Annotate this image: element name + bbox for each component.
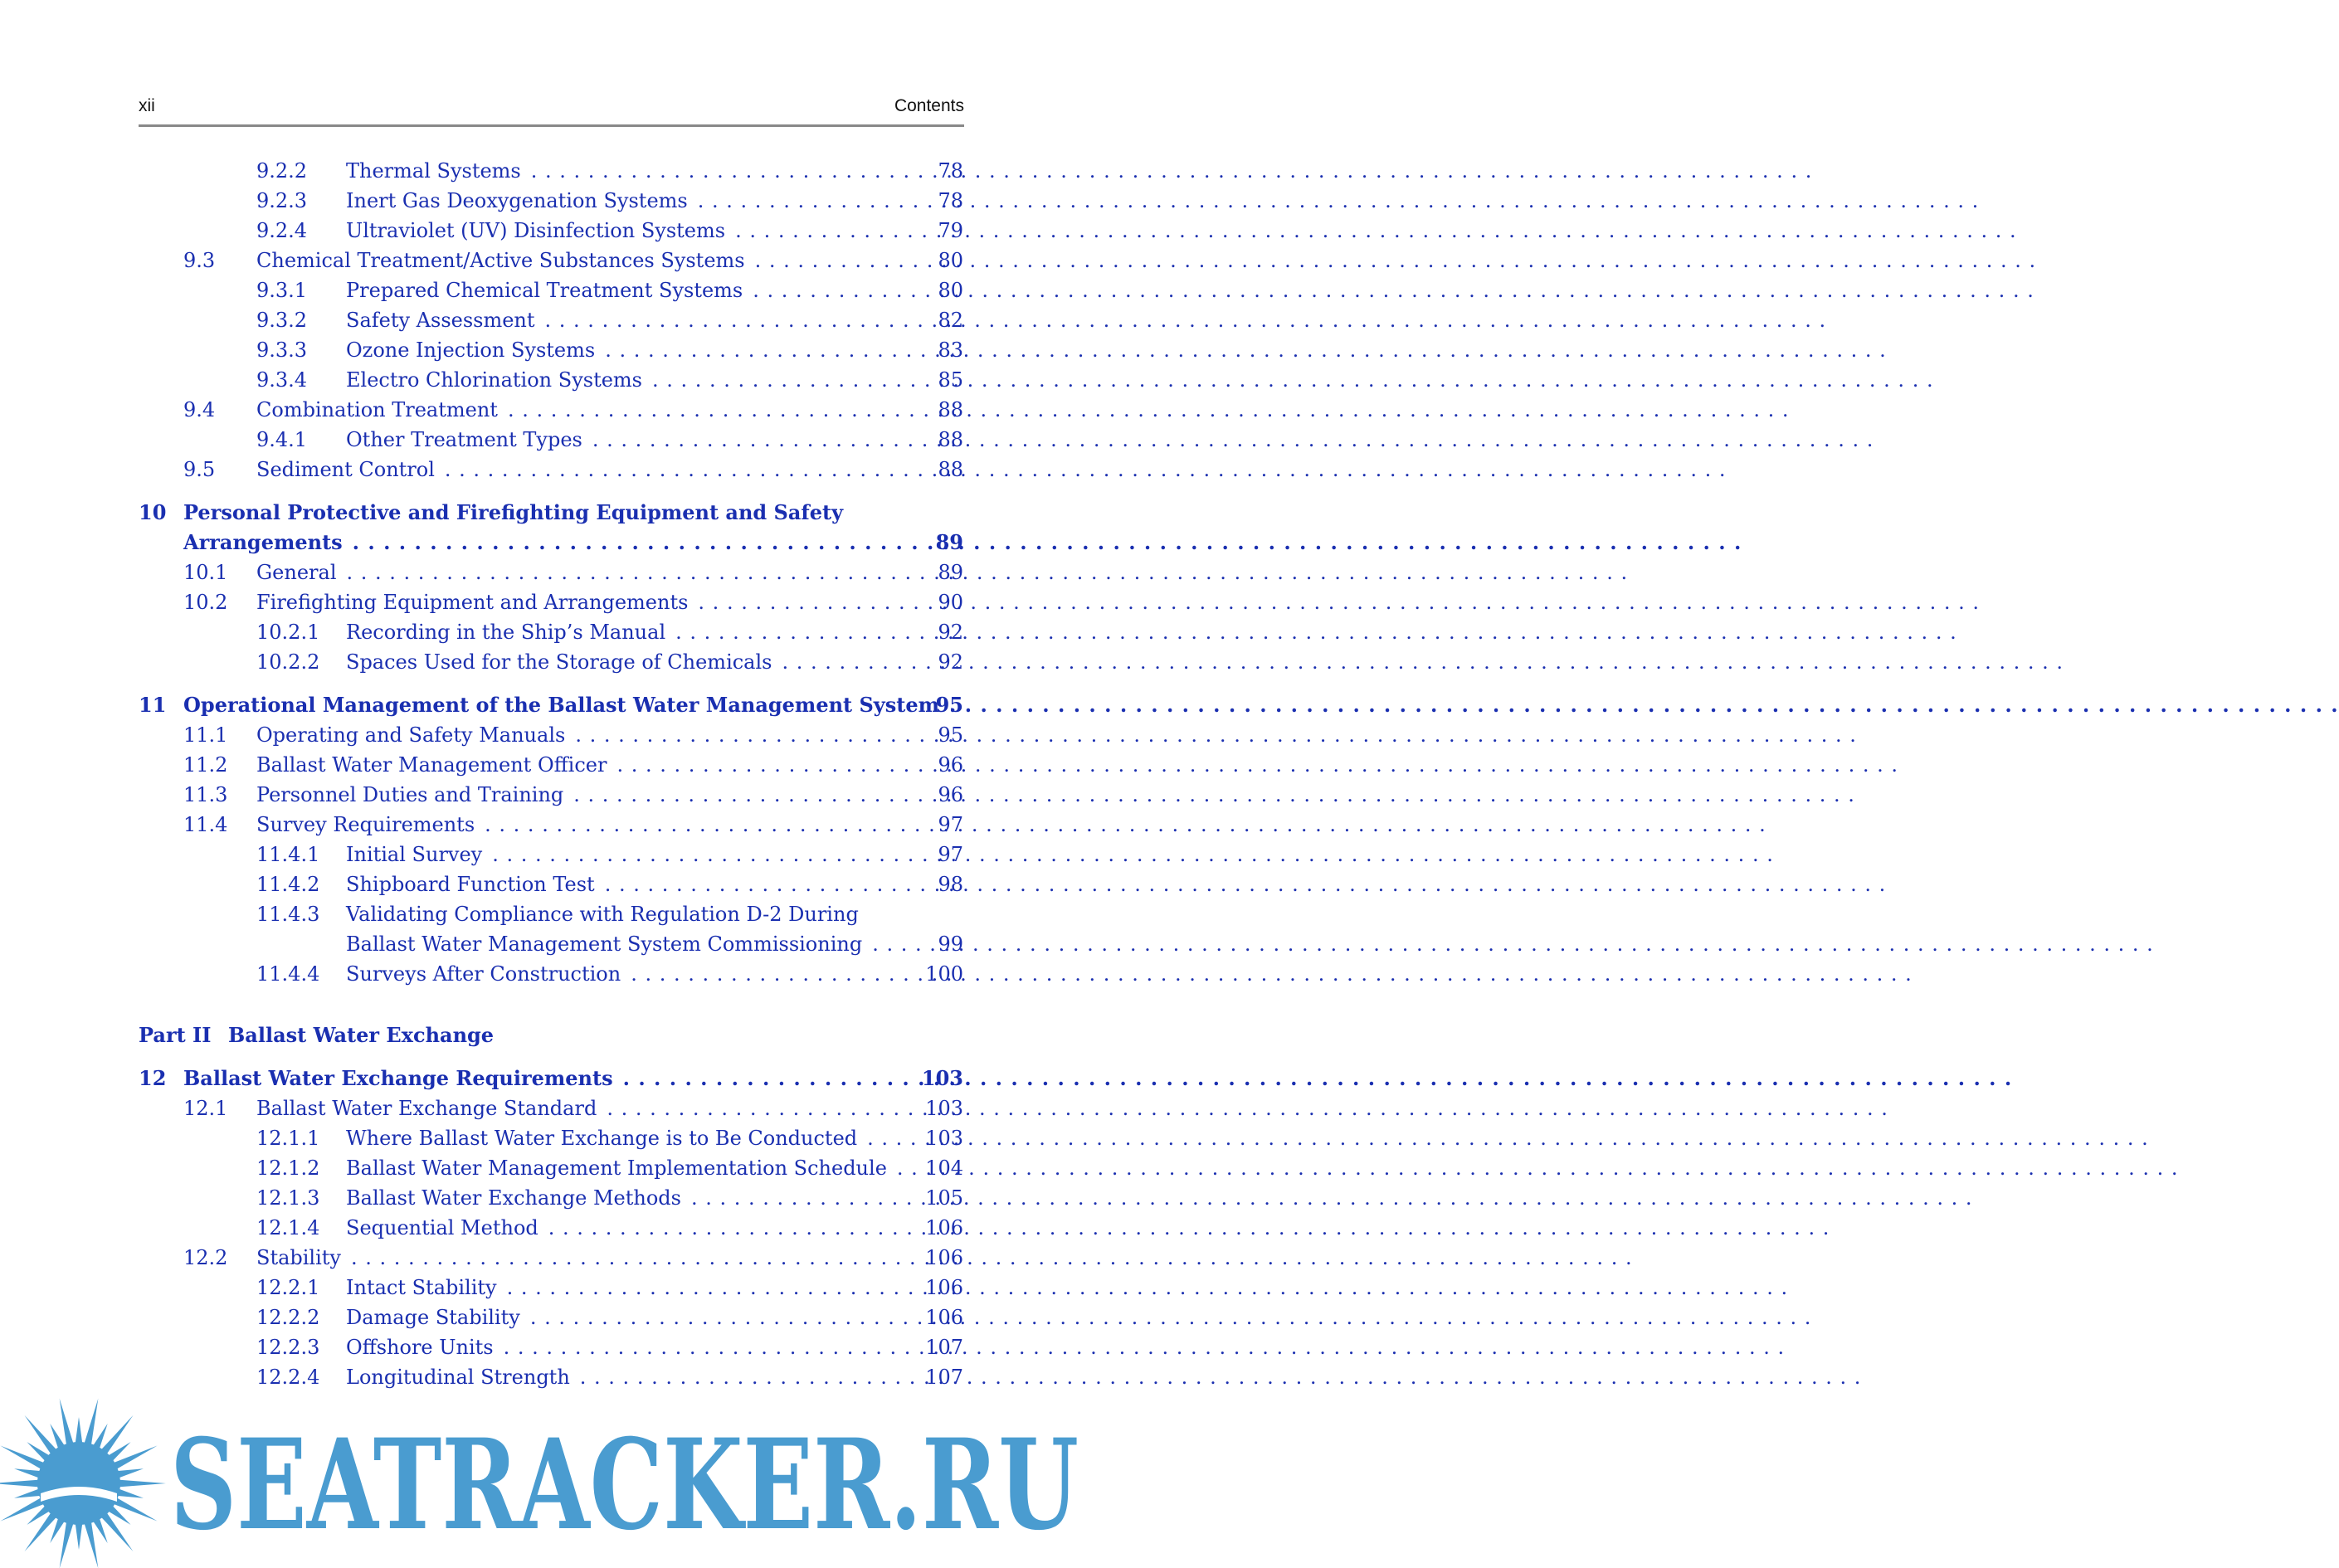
toc-entry-title: Ozone Injection Systems . . . — [346, 335, 904, 365]
toc-entry-title: Longitudinal Strength . . . — [346, 1362, 904, 1392]
toc-entry-title: Stability . . . — [256, 1243, 904, 1273]
toc-entry-number: 12.1 — [183, 1097, 228, 1120]
toc-entry-title: Ballast Water Exchange Standard . . . — [256, 1093, 904, 1123]
toc-entry-title: Recording in the Ship’s Manual . . . — [346, 617, 904, 647]
toc-chapter-entry[interactable] — [0, 528, 1098, 558]
sun-ray — [60, 1522, 74, 1568]
watermark-text: SEATRACKER.RU — [170, 1412, 1079, 1558]
toc-page-number: 99 — [938, 933, 963, 956]
toc-subsection-entry[interactable] — [0, 840, 1098, 869]
toc-page-number: 106 — [925, 1306, 963, 1329]
toc-entry-title: Arrangements . . . — [183, 528, 904, 558]
toc-entry-number: 12.2.2 — [256, 1306, 320, 1329]
watermark — [0, 1402, 1098, 1568]
toc-part-heading[interactable] — [0, 1020, 1098, 1050]
header-title: Contents — [894, 96, 964, 115]
toc-page-number: 79 — [938, 219, 963, 242]
toc-subsection-entry[interactable] — [0, 1153, 1098, 1183]
toc-page-number: 95 — [935, 693, 963, 717]
toc-entry-title: Other Treatment Types . . . — [346, 425, 904, 455]
toc-subsection-entry[interactable] — [0, 1213, 1098, 1243]
toc-entry-number: 9.3.2 — [256, 309, 308, 332]
toc-entry-title: Shipboard Function Test . . . — [346, 869, 904, 899]
toc-entry-number: 11.1 — [183, 723, 228, 747]
toc-page-number: 88 — [938, 398, 963, 421]
toc-entry-number: 12.2.3 — [256, 1336, 320, 1359]
toc-entry-number: 11.4.3 — [256, 903, 320, 926]
sun-ray — [25, 1512, 57, 1551]
sun-ray — [25, 1415, 57, 1454]
book-page — [0, 0, 1098, 1568]
toc-subsection-entry[interactable] — [0, 335, 1098, 365]
toc-entry-title: General . . . — [256, 558, 904, 587]
toc-entry-number: 11.4.4 — [256, 962, 320, 986]
toc-page-number: 80 — [938, 279, 963, 302]
toc-entry-number: 9.5 — [183, 458, 216, 481]
toc-subsection-entry[interactable] — [0, 1362, 1098, 1392]
toc-page-number: 103 — [925, 1097, 963, 1120]
sun-logo-icon — [0, 1399, 166, 1568]
toc-entry-title: Ultraviolet (UV) Disinfection Systems . . . — [346, 216, 904, 246]
toc-entry-title: Chemical Treatment/Active Substances Systems . . . — [256, 246, 904, 275]
toc-section-entry[interactable] — [0, 455, 1098, 485]
toc-subsection-entry[interactable] — [0, 156, 1098, 186]
toc-subsection-entry[interactable] — [0, 899, 1098, 929]
toc-subsection-entry[interactable] — [0, 959, 1098, 989]
toc-chapter-entry[interactable] — [0, 690, 1098, 720]
toc-page-number: 104 — [925, 1157, 963, 1180]
toc-page-number: 106 — [925, 1216, 963, 1239]
toc-entry-title: Thermal Systems . . . — [346, 156, 904, 186]
toc-section-entry[interactable] — [0, 780, 1098, 810]
sun-ray — [14, 1488, 41, 1497]
sun-ray — [0, 1480, 39, 1488]
toc-entry-title: Survey Requirements . . . — [256, 810, 904, 840]
toc-page-number: 95 — [938, 723, 963, 747]
toc-page-number: 90 — [938, 591, 963, 614]
toc-entry-number: 11.4.2 — [256, 873, 320, 896]
sun-ray — [119, 1480, 166, 1488]
toc-entry-title: Ballast Water Exchange Methods . . . — [346, 1183, 904, 1213]
toc-entry-title: Ballast Water Exchange Requirements . . . — [183, 1064, 904, 1093]
toc-chapter-entry[interactable] — [0, 1064, 1098, 1093]
toc-page-number: 96 — [938, 783, 963, 806]
toc-section-entry[interactable] — [0, 246, 1098, 275]
toc-entry-number: 10.2.2 — [256, 650, 320, 674]
toc-section-entry[interactable] — [0, 810, 1098, 840]
sun-ray — [117, 1468, 144, 1478]
toc-page-number: 89 — [938, 561, 963, 584]
toc-page-number: 92 — [938, 621, 963, 644]
toc-entry-number: 9.3 — [183, 249, 216, 272]
toc-entry-title: Where Ballast Water Exchange is to Be Conducted . . . — [346, 1123, 904, 1153]
toc-entry-title: Prepared Chemical Treatment Systems . . . — [346, 275, 904, 305]
toc-entry-number: 11.2 — [183, 753, 228, 777]
toc-subsection-entry[interactable] — [0, 186, 1098, 216]
toc-page-number: 80 — [938, 249, 963, 272]
toc-page-number: 78 — [938, 159, 963, 183]
toc-page-number: 89 — [935, 530, 963, 554]
toc-entry-number: 9.2.3 — [256, 189, 308, 212]
toc-section-entry[interactable] — [0, 1093, 1098, 1123]
toc-entry-title: Firefighting Equipment and Arrangements . . . — [256, 587, 904, 617]
part-label: Part II — [139, 1023, 212, 1047]
part-title: Ballast Water Exchange — [228, 1023, 495, 1047]
sun-disc — [37, 1442, 120, 1525]
toc-subsection-entry[interactable] — [0, 1123, 1098, 1153]
toc-subsection-entry[interactable] — [0, 425, 1098, 455]
toc-entry-number: 12.2.1 — [256, 1276, 320, 1299]
toc-page-number: 100 — [925, 962, 963, 986]
toc-page-number: 82 — [938, 309, 963, 332]
toc-entry-number: 9.2.4 — [256, 219, 308, 242]
sun-ray — [76, 1523, 83, 1550]
toc-entry-title: Damage Stability . . . — [346, 1303, 904, 1332]
toc-entry-number: 9.3.1 — [256, 279, 308, 302]
toc-entry-title: Ballast Water Management Implementation Schedule . . . — [346, 1153, 904, 1183]
toc-section-entry[interactable] — [0, 750, 1098, 780]
toc-entry-number: 11.4.1 — [256, 843, 320, 866]
toc-subsection-entry[interactable] — [0, 305, 1098, 335]
toc-page-number: 78 — [938, 189, 963, 212]
toc-entry-number: 11.4 — [183, 813, 228, 836]
toc-page-number: 107 — [925, 1336, 963, 1359]
toc-entry-number: 11.3 — [183, 783, 228, 806]
toc-entry-title: Initial Survey . . . — [346, 840, 904, 869]
header-page-number: xii — [139, 96, 155, 115]
toc-entry-number: 11 — [139, 693, 167, 717]
toc-page-number: 103 — [921, 1066, 963, 1090]
toc-page-number: 92 — [938, 650, 963, 674]
toc-chapter-entry[interactable] — [0, 498, 1098, 528]
toc-entry-title: Personnel Duties and Training . . . — [256, 780, 904, 810]
toc-page-number: 97 — [938, 813, 963, 836]
toc-entry-number: 9.4 — [183, 398, 216, 421]
toc-page-number: 83 — [938, 338, 963, 362]
toc-page-number: 98 — [938, 873, 963, 896]
header-divider — [139, 124, 964, 127]
toc-page-number: 105 — [925, 1186, 963, 1210]
toc-entry-title: Offshore Units . . . — [346, 1332, 904, 1362]
toc-section-entry[interactable] — [0, 395, 1098, 425]
toc-entry-number: 10.2.1 — [256, 621, 320, 644]
toc-entry-number: 12.2.4 — [256, 1366, 320, 1389]
toc-entry-title: Ballast Water Management Officer . . . — [256, 750, 904, 780]
toc-subsection-entry[interactable] — [0, 1273, 1098, 1303]
toc-section-entry[interactable] — [0, 1243, 1098, 1273]
toc-entry-number: 9.3.3 — [256, 338, 308, 362]
toc-entry-number: 9.2.2 — [256, 159, 308, 183]
toc-entry-title: Sediment Control . . . — [256, 455, 904, 485]
toc-subsection-entry[interactable] — [0, 1332, 1098, 1362]
toc-entry-title: Combination Treatment . . . — [256, 395, 904, 425]
toc-subsection-entry[interactable] — [0, 1183, 1098, 1213]
toc-entry-title: Validating Compliance with Regulation D-2 During — [346, 903, 859, 926]
toc-entry-title: Personal Protective and Firefighting Equipment and Safety — [183, 500, 844, 524]
sun-ray — [117, 1488, 144, 1497]
toc-entry-title: Safety Assessment . . . — [346, 305, 904, 335]
toc-subsection-entry[interactable] — [0, 617, 1098, 647]
toc-page-number: 103 — [925, 1127, 963, 1150]
toc-entry-number: 12.1.2 — [256, 1157, 320, 1180]
toc-entry-title: Ballast Water Management System Commissioning . . . — [346, 929, 904, 959]
toc-page-number: 97 — [938, 843, 963, 866]
toc-section-entry[interactable] — [0, 587, 1098, 617]
toc-entry-title: Spaces Used for the Storage of Chemicals . . . — [346, 647, 904, 677]
sun-ray — [100, 1415, 133, 1454]
sun-ray — [60, 1399, 74, 1446]
toc-page-number: 88 — [938, 428, 963, 451]
toc-subsection-entry[interactable] — [0, 869, 1098, 899]
toc-entry-title: Sequential Method . . . — [346, 1213, 904, 1243]
toc-entry-number: 12.1.1 — [256, 1127, 320, 1150]
toc-subsection-entry[interactable] — [0, 275, 1098, 305]
sun-ray — [84, 1399, 98, 1446]
toc-page-number: 107 — [925, 1366, 963, 1389]
toc-section-entry[interactable] — [0, 558, 1098, 587]
sun-ray — [84, 1522, 98, 1568]
toc-entry-number: 10.1 — [183, 561, 228, 584]
toc-page-number: 88 — [938, 458, 963, 481]
toc-entry-title: Electro Chlorination Systems . . . — [346, 365, 904, 395]
toc-entry-number: 9.4.1 — [256, 428, 308, 451]
toc-entry-title: Intact Stability . . . — [346, 1273, 904, 1303]
toc-section-entry[interactable] — [0, 720, 1098, 750]
toc-entry-title: Surveys After Construction . . . — [346, 959, 904, 989]
toc-entry-title: Operating and Safety Manuals . . . — [256, 720, 904, 750]
toc-subsection-entry[interactable] — [0, 929, 1098, 959]
toc-entry-number: 12 — [139, 1066, 167, 1090]
toc-entry-number: 10 — [139, 500, 167, 524]
toc-entry-number: 9.3.4 — [256, 368, 308, 392]
toc-subsection-entry[interactable] — [0, 1303, 1098, 1332]
toc-page-number: 85 — [938, 368, 963, 392]
toc-entry-number: 10.2 — [183, 591, 228, 614]
toc-subsection-entry[interactable] — [0, 216, 1098, 246]
toc-page-number: 96 — [938, 753, 963, 777]
toc-page-number: 106 — [925, 1276, 963, 1299]
toc-entry-number: 12.1.3 — [256, 1186, 320, 1210]
toc-subsection-entry[interactable] — [0, 365, 1098, 395]
sun-ray — [76, 1417, 83, 1444]
toc-subsection-entry[interactable] — [0, 647, 1098, 677]
toc-entry-number: 12.2 — [183, 1246, 228, 1269]
toc-entry-title: Inert Gas Deoxygenation Systems . . . — [346, 186, 904, 216]
sun-ray — [14, 1468, 41, 1478]
toc-entry-number: 12.1.4 — [256, 1216, 320, 1239]
running-header — [139, 95, 964, 123]
toc-page-number: 106 — [925, 1246, 963, 1269]
toc-entry-title: Operational Management of the Ballast Water Management System . . . — [183, 690, 904, 720]
sun-ray — [100, 1512, 133, 1551]
